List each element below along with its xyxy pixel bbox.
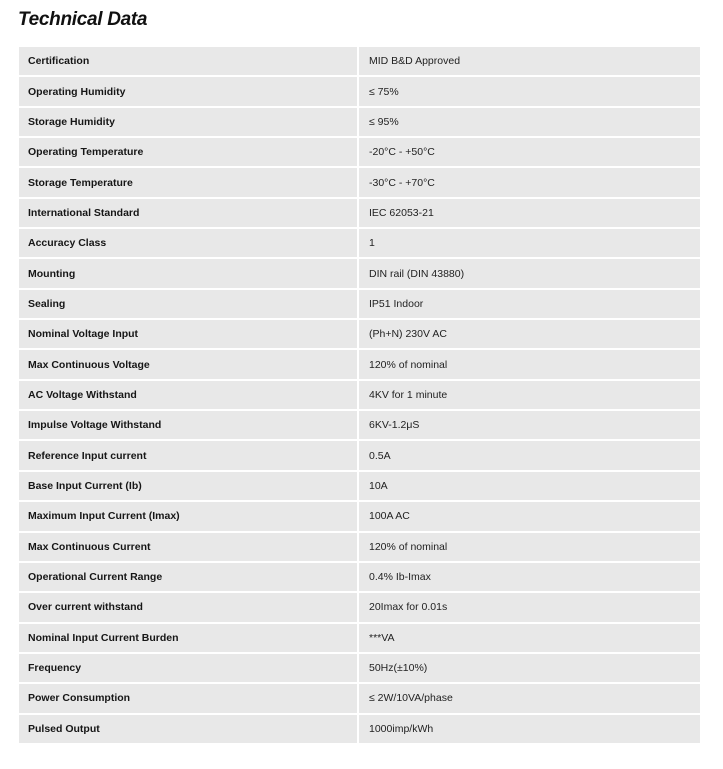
table-row [19, 259, 700, 289]
table-row [19, 108, 700, 138]
table-row [19, 381, 700, 411]
spec-label: Impulse Voltage Withstand [19, 411, 359, 441]
table-row [19, 138, 700, 168]
spec-value: 1000imp/kWh [359, 715, 700, 743]
spec-value: IEC 62053-21 [359, 199, 700, 229]
table-row [19, 684, 700, 714]
spec-label: Operating Humidity [19, 77, 359, 107]
spec-value: IP51 Indoor [359, 290, 700, 320]
spec-label: Operational Current Range [19, 563, 359, 593]
spec-value: ≤ 2W/10VA/phase [359, 684, 700, 714]
table-row [19, 533, 700, 563]
spec-value: 120% of nominal [359, 350, 700, 380]
spec-value: ***VA [359, 624, 700, 654]
table-row [19, 624, 700, 654]
table-row [19, 715, 700, 743]
spec-label: AC Voltage Withstand [19, 381, 359, 411]
table-row [19, 502, 700, 532]
spec-label: Nominal Input Current Burden [19, 624, 359, 654]
table-row [19, 593, 700, 623]
spec-label: Max Continuous Current [19, 533, 359, 563]
spec-value: 100A AC [359, 502, 700, 532]
spec-value: 10A [359, 472, 700, 502]
technical-data-table [19, 47, 700, 743]
spec-label: Over current withstand [19, 593, 359, 623]
spec-label: Accuracy Class [19, 229, 359, 259]
spec-label: International Standard [19, 199, 359, 229]
spec-value: 1 [359, 229, 700, 259]
table-row [19, 350, 700, 380]
spec-value: 0.5A [359, 441, 700, 471]
spec-label: Pulsed Output [19, 715, 359, 743]
spec-value: -20°C - +50°C [359, 138, 700, 168]
table-row [19, 77, 700, 107]
spec-value: 120% of nominal [359, 533, 700, 563]
spec-label: Maximum Input Current (Imax) [19, 502, 359, 532]
spec-label: Certification [19, 47, 359, 77]
table-row [19, 411, 700, 441]
spec-label: Mounting [19, 259, 359, 289]
spec-value: 0.4% Ib-Imax [359, 563, 700, 593]
spec-label: Frequency [19, 654, 359, 684]
table-row [19, 472, 700, 502]
spec-label: Storage Temperature [19, 168, 359, 198]
table-row [19, 47, 700, 77]
spec-value: DIN rail (DIN 43880) [359, 259, 700, 289]
table-row [19, 290, 700, 320]
spec-label: Base Input Current (Ib) [19, 472, 359, 502]
page-title: Technical Data [18, 9, 148, 30]
spec-value: ≤ 75% [359, 77, 700, 107]
table-row [19, 320, 700, 350]
spec-value: 4KV for 1 minute [359, 381, 700, 411]
spec-label: Operating Temperature [19, 138, 359, 168]
spec-value: (Ph+N) 230V AC [359, 320, 700, 350]
spec-value: 6KV-1.2μS [359, 411, 700, 441]
table-row [19, 229, 700, 259]
spec-label: Nominal Voltage Input [19, 320, 359, 350]
table-row [19, 563, 700, 593]
spec-value: -30°C - +70°C [359, 168, 700, 198]
table-row [19, 441, 700, 471]
table-row [19, 199, 700, 229]
spec-label: Max Continuous Voltage [19, 350, 359, 380]
spec-value: 50Hz(±10%) [359, 654, 700, 684]
table-row [19, 168, 700, 198]
spec-label: Reference Input current [19, 441, 359, 471]
table-row [19, 654, 700, 684]
spec-value: ≤ 95% [359, 108, 700, 138]
spec-label: Sealing [19, 290, 359, 320]
spec-value: MID B&D Approved [359, 47, 700, 77]
spec-label: Power Consumption [19, 684, 359, 714]
spec-label: Storage Humidity [19, 108, 359, 138]
spec-value: 20Imax for 0.01s [359, 593, 700, 623]
